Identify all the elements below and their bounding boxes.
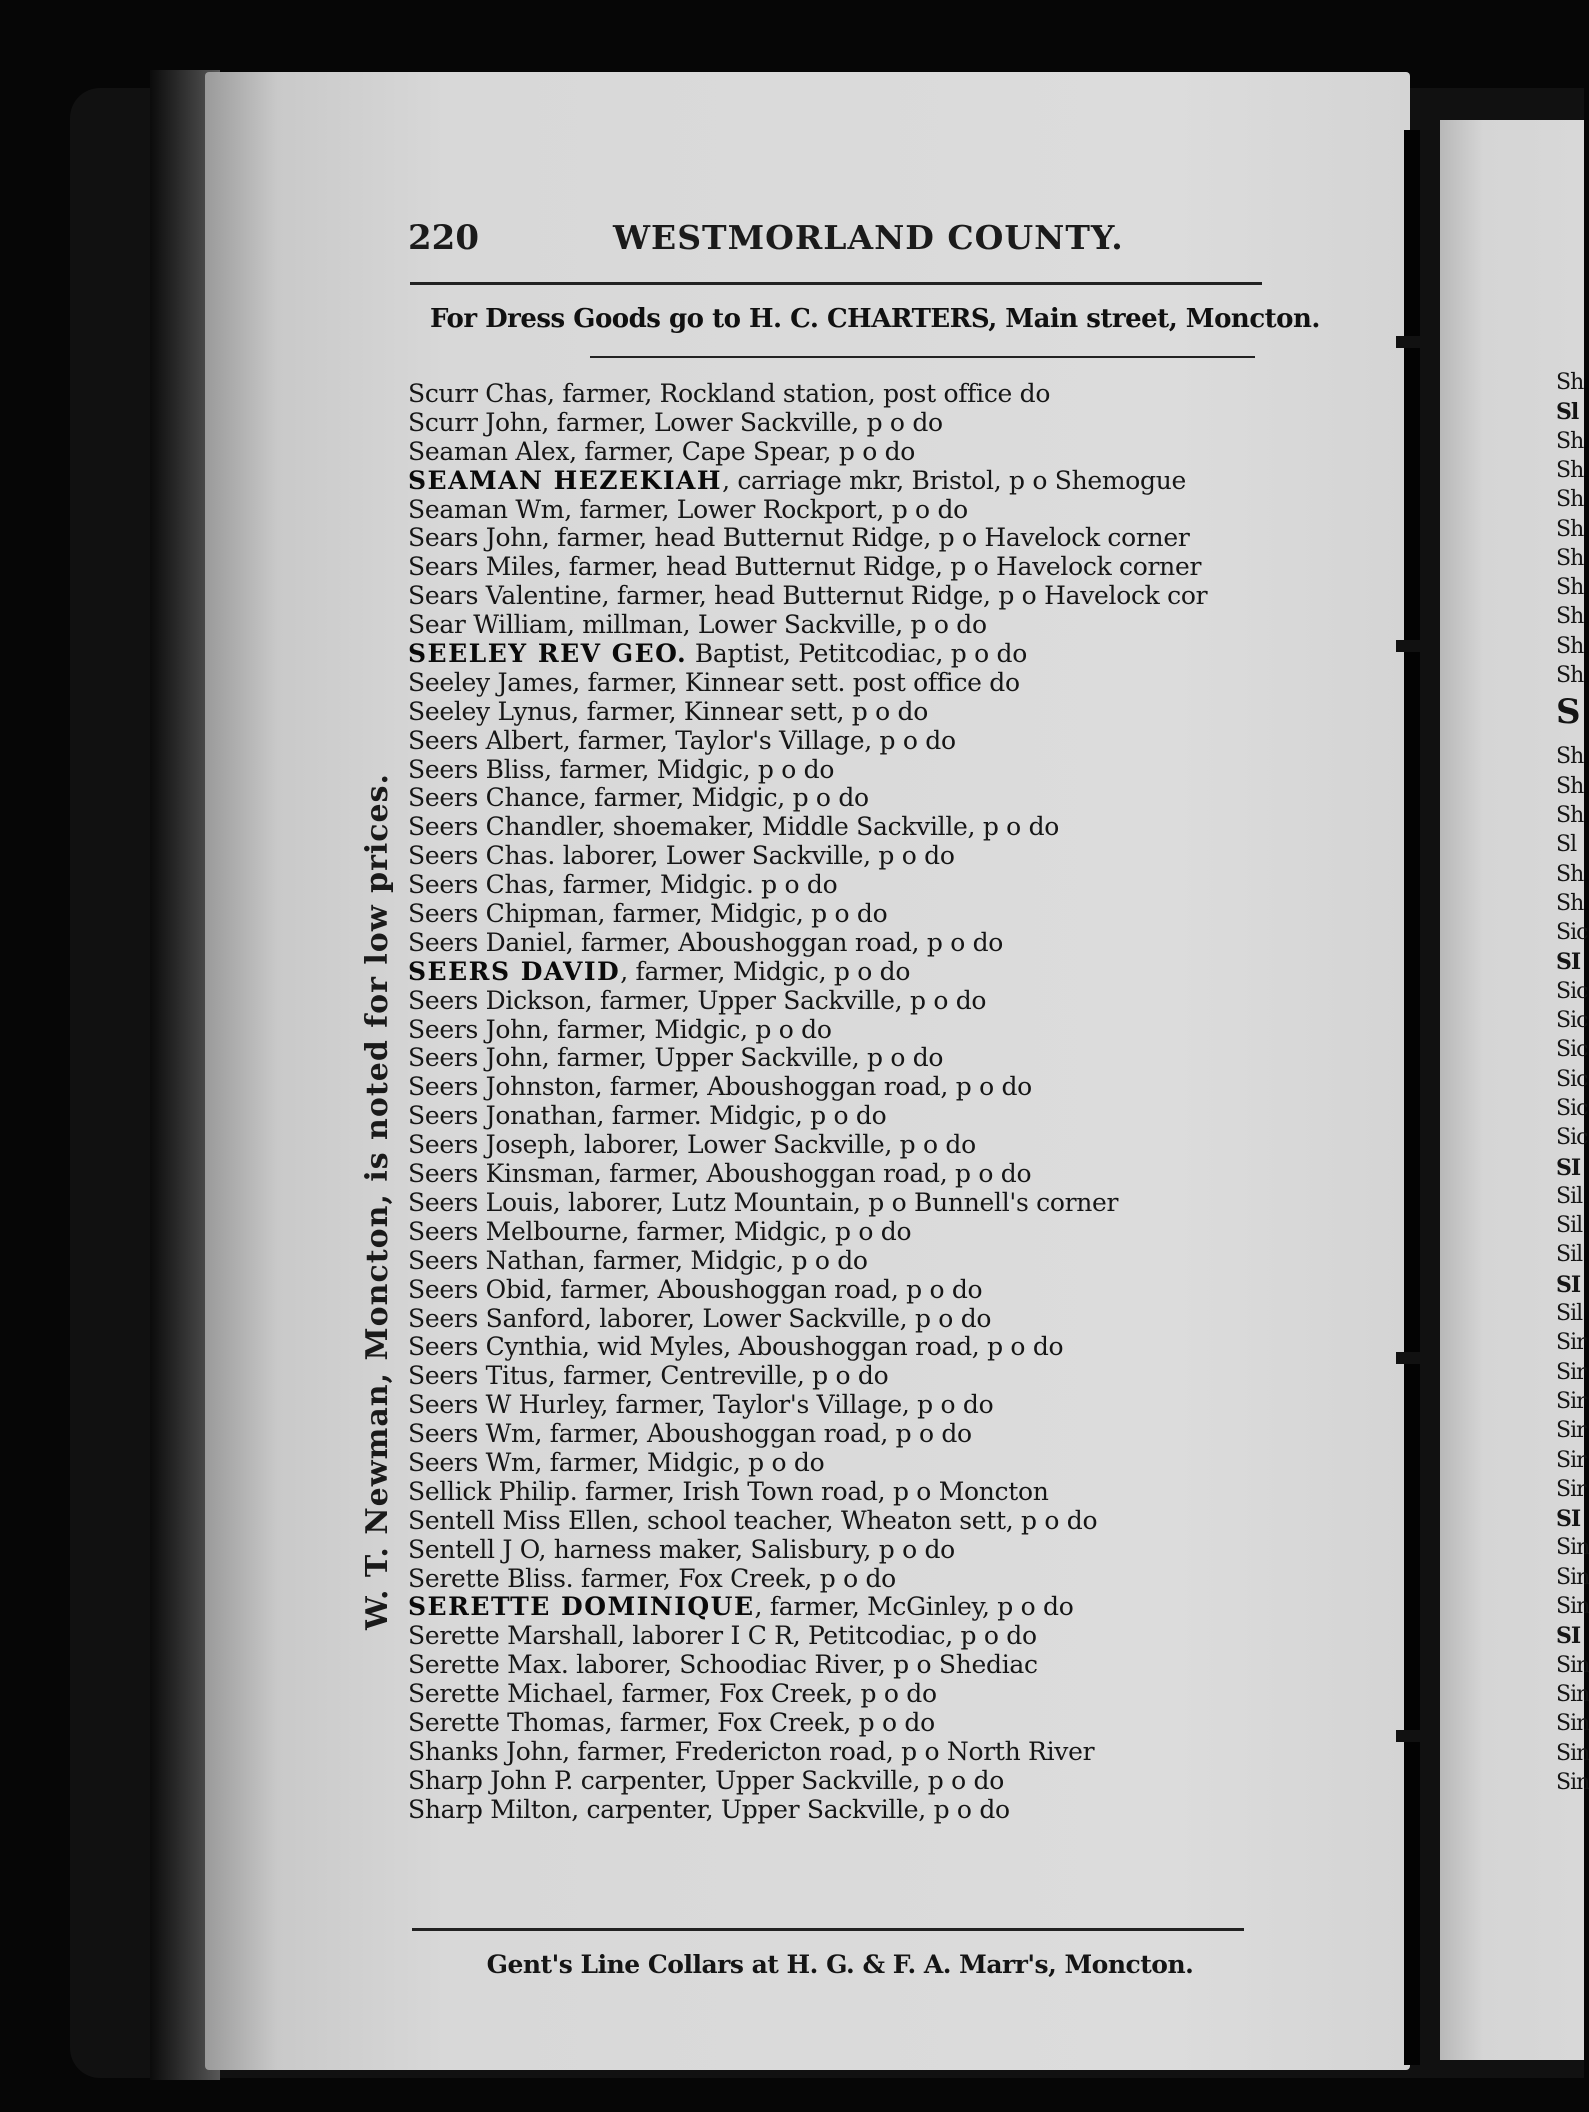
entry-details: , farmer, Lower Rockport, p o do	[564, 494, 968, 524]
entry-details: , farmer, Midgic, p o do	[534, 1447, 825, 1477]
directory-entry	[408, 1593, 1308, 1622]
directory-entry	[408, 1016, 1308, 1045]
entry-details: , farmer, Aboushoggan road, p o do	[534, 1419, 972, 1449]
binding-notch	[1396, 640, 1426, 652]
entry-details: , millman, Lower Sackville, p o do	[566, 610, 987, 640]
entry-name: Seaman Wm	[408, 494, 565, 524]
entry-name: SEAMAN HEZEKIAH	[408, 465, 723, 495]
directory-entry	[408, 1536, 1308, 1565]
facing-page-fragment: Sir	[1556, 1447, 1586, 1473]
entry-name: Seers Louis	[408, 1187, 553, 1217]
directory-entry	[408, 524, 1308, 553]
directory-entry	[408, 784, 1308, 813]
facing-page-fragment: Sh	[1556, 457, 1584, 483]
facing-page-fragment: Sil	[1556, 1213, 1583, 1239]
facing-page-fragment: Sh	[1556, 802, 1584, 828]
entry-details: , laborer, Lutz Mountain, p o Bunnell's corner	[552, 1187, 1119, 1217]
directory-entry	[408, 1276, 1308, 1305]
directory-entry	[408, 380, 1308, 409]
entry-name: Seers Jonathan	[408, 1101, 597, 1131]
header-rule	[410, 282, 1262, 285]
entry-details: , farmer, McGinley, p o do	[754, 1592, 1074, 1622]
facing-page-fragment: Sir	[1556, 1418, 1586, 1444]
facing-page-fragment: Sin	[1556, 1769, 1589, 1795]
directory-entry	[408, 727, 1308, 756]
facing-page-fragment: Sh	[1556, 487, 1584, 513]
directory-entry	[408, 1044, 1308, 1073]
entry-name: Sentell J O	[408, 1534, 539, 1564]
facing-page-fragment: Sin	[1556, 1681, 1589, 1707]
page-number: 220	[408, 218, 479, 258]
facing-page-fragment: Sin	[1556, 1652, 1589, 1678]
entry-name: Seers Bliss	[408, 754, 545, 784]
facing-page-fragment: Sir	[1556, 1359, 1586, 1385]
entry-name: Serette Max	[408, 1650, 561, 1680]
entry-name: SEELEY REV GEO.	[408, 639, 688, 669]
entry-name: Seers Joseph	[408, 1130, 569, 1160]
facing-page-fragment: Sil	[1556, 1301, 1583, 1326]
directory-entry	[408, 1796, 1308, 1825]
directory-entry	[408, 987, 1308, 1016]
bottom-advertisement: Gent's Line Collars at H. G. & F. A. Marr's, Moncton.	[486, 1950, 1194, 1979]
entry-name: Seeley James	[408, 667, 573, 697]
facing-page-fragment: Sir	[1556, 1388, 1586, 1414]
facing-page-fragment: Sic	[1556, 920, 1588, 946]
directory-entry	[408, 1449, 1308, 1478]
entry-details: , farmer, Kinnear sett, p o do	[571, 696, 928, 726]
entry-details: . farmer, Fox Creek, p o do	[565, 1563, 896, 1593]
entry-details: , farmer, Upper Sackville, p o do	[541, 1043, 944, 1073]
facing-page-fragment: Sh	[1556, 428, 1584, 454]
page-header	[408, 218, 1288, 262]
directory-entry	[408, 842, 1308, 871]
entry-details: , farmer, Cape Spear, p o do	[569, 436, 916, 466]
directory-entry	[408, 1333, 1308, 1362]
entry-details: , farmer, Fredericton road, p o North River	[562, 1736, 1095, 1766]
entry-details: , farmer, Aboushoggan road, p o do	[593, 1159, 1032, 1189]
facing-page-fragment: Sir	[1556, 1330, 1586, 1356]
entry-name: SEERS DAVID	[408, 956, 621, 986]
entry-name: Seers Wm	[408, 1447, 535, 1477]
directory-entry	[408, 1305, 1308, 1334]
directory-entry	[408, 640, 1308, 669]
entry-name: Seers Dickson	[408, 985, 585, 1015]
facing-page-fragment: Sic	[1556, 978, 1588, 1004]
entry-details: , laborer I C R, Petitcodiac, p o do	[616, 1621, 1037, 1651]
directory-entry	[408, 1102, 1308, 1131]
entry-details: laborer, Lower Sackville, p o do	[555, 841, 955, 871]
entry-details: , farmer, Upper Sackville, p o do	[584, 985, 987, 1015]
directory-entry	[408, 1073, 1308, 1102]
footer-rule	[412, 1928, 1244, 1931]
entry-details: , farmer, Aboushoggan road, p o do	[565, 927, 1004, 957]
entry-name: Seers Chas	[408, 870, 548, 900]
facing-page-fragment: Sin	[1556, 1594, 1589, 1619]
entry-details: , farmer, Midgic, p o do	[577, 1245, 868, 1275]
directory-entry	[408, 1391, 1308, 1420]
facing-page-fragment: SI	[1556, 1623, 1581, 1650]
directory-entry	[408, 929, 1308, 958]
book-gutter	[1404, 130, 1420, 2065]
entry-details: , wid Myles, Aboushoggan road, p o do	[581, 1332, 1064, 1362]
directory-entries	[408, 380, 1308, 1825]
entry-details: . farmer, Irish Town road, p o Moncton	[569, 1476, 1049, 1506]
entry-name: Seeley Lynus	[408, 696, 572, 726]
entry-details: , farmer, Midgic, p o do	[544, 754, 835, 784]
side-advertisement: W. T. Newman, Moncton, is noted for low prices.	[360, 773, 395, 1630]
facing-page-fragment: Sh	[1556, 663, 1584, 688]
facing-page-fragment: SI	[1556, 949, 1581, 976]
entry-details: , laborer, Lower Sackville, p o do	[568, 1130, 976, 1160]
directory-entry	[408, 900, 1308, 929]
facing-page-fragment: Sh	[1556, 773, 1584, 799]
entry-name: Sellick Philip	[408, 1476, 570, 1506]
entry-name: Seers Johnston	[408, 1072, 595, 1102]
facing-page-fragment: Sic	[1556, 1066, 1588, 1092]
entry-details: , farmer, Taylor's Village, p o do	[562, 725, 956, 755]
entry-name: Seers Nathan	[408, 1245, 578, 1275]
entry-details: , farmer, Midgic. p o do	[547, 870, 838, 900]
binding-notch	[1396, 336, 1426, 348]
facing-page-fragment: Sic	[1556, 1008, 1588, 1033]
directory-entry	[408, 1738, 1308, 1767]
directory-entry	[408, 1767, 1308, 1796]
directory-entry	[408, 611, 1308, 640]
directory-entry	[408, 553, 1308, 582]
entry-details: , farmer, Midgic, p o do	[541, 1014, 832, 1044]
facing-page-fragment: SI	[1556, 1271, 1581, 1298]
entry-name: Serette Thomas	[408, 1707, 605, 1737]
facing-page-fragment: Sh	[1556, 370, 1584, 395]
binding-notch	[1396, 1730, 1426, 1742]
directory-entry	[408, 1131, 1308, 1160]
entry-details: , carriage mkr, Bristol, p o Shemogue	[722, 465, 1187, 495]
entry-name: Serette Bliss	[408, 1563, 566, 1593]
facing-page-fragment: Sic	[1556, 1095, 1588, 1121]
directory-entry	[408, 813, 1308, 842]
directory-entry	[408, 1565, 1308, 1594]
directory-entry	[408, 1218, 1308, 1247]
page-title: WESTMORLAND COUNTY.	[613, 218, 1124, 257]
entry-name: Shanks John	[408, 1736, 563, 1766]
entry-name: SERETTE DOMINIQUE	[408, 1592, 755, 1622]
facing-page-fragment: Sh	[1556, 604, 1584, 630]
entry-details: , farmer, Fox Creek, p o do	[606, 1679, 937, 1709]
facing-page-fragment: Sl	[1556, 832, 1577, 858]
entry-name: Seers Albert	[408, 725, 563, 755]
top-advertisement: For Dress Goods go to H. C. CHARTERS, Main street, Moncton.	[430, 304, 1320, 334]
entry-name: Seers Daniel	[408, 927, 566, 957]
entry-name: Serette Michael	[408, 1679, 607, 1709]
directory-entry	[408, 1362, 1308, 1391]
entry-details: , farmer, Centreville, p o do	[547, 1361, 889, 1391]
entry-name: Scurr John	[408, 407, 542, 437]
entry-name: Seers Chas.	[408, 841, 556, 871]
facing-page-fragment: Sin	[1556, 1564, 1589, 1590]
entry-details: , farmer, Midgic, p o do	[597, 899, 888, 929]
facing-page-fragment: SI	[1556, 1506, 1581, 1533]
directory-entry	[408, 756, 1308, 785]
entry-details: , laborer, Lower Sackville, p o do	[583, 1303, 992, 1333]
facing-page-fragment: Sh	[1556, 890, 1584, 916]
entry-details: , farmer, Rockland station, post office do	[547, 379, 1051, 408]
directory-entry	[408, 438, 1308, 467]
facing-page-fragment: Sin	[1556, 1535, 1589, 1561]
entry-name: Sharp John P.	[408, 1765, 574, 1795]
facing-page-fragment: Sh	[1556, 545, 1584, 571]
entry-details: , farmer, head Butternut Ridge, p o Havelock corner	[541, 523, 1190, 553]
entry-name: Sentell Miss Ellen	[408, 1505, 632, 1535]
facing-page-fragment: Sl	[1556, 399, 1579, 426]
directory-entry	[408, 582, 1308, 611]
facing-page-fragment: Sh	[1556, 744, 1584, 770]
directory-entry	[408, 409, 1308, 438]
entry-details: , school teacher, Wheaton sett, p o do	[631, 1505, 1098, 1535]
entry-name: Serette Marshall	[408, 1621, 617, 1651]
facing-page-fragment: Sin	[1556, 1711, 1589, 1737]
directory-entry	[408, 1478, 1308, 1507]
entry-details: carpenter, Upper Sackville, p o do	[573, 1765, 1004, 1795]
entry-name: Sears Valentine	[408, 581, 602, 611]
entry-name: Sears Miles	[408, 552, 554, 582]
directory-entry	[408, 1420, 1308, 1449]
facing-page-fragment: Sh	[1556, 575, 1584, 601]
entry-name: Seers Chance	[408, 783, 579, 813]
facing-page-fragment: Sh	[1556, 633, 1584, 659]
entry-details: , farmer. Midgic, p o do	[596, 1101, 887, 1131]
binding-notch	[1396, 1352, 1426, 1364]
entry-name: Seers John	[408, 1014, 542, 1044]
entry-details: , shoemaker, Middle Sackville, p o do	[597, 812, 1060, 842]
entry-name: Seers Obid	[408, 1274, 545, 1304]
side-advertisement-container	[360, 580, 400, 1630]
facing-page-fragment: S	[1556, 692, 1580, 733]
directory-entry	[408, 1680, 1308, 1709]
entry-name: Sharp Milton	[408, 1794, 572, 1824]
entry-name: Seers Sanford	[408, 1303, 584, 1333]
directory-entry	[408, 1622, 1308, 1651]
entry-details: Baptist, Petitcodiac, p o do	[687, 639, 1027, 669]
directory-entry	[408, 958, 1308, 987]
entry-details: , farmer, head Butternut Ridge, p o Havelock cor	[601, 581, 1208, 611]
entry-name: Seers Chipman	[408, 899, 598, 929]
entry-details: , farmer, Aboushoggan road, p o do	[594, 1072, 1032, 1102]
entry-name: Seers Titus	[408, 1361, 548, 1391]
directory-entry	[408, 1507, 1308, 1536]
facing-page-fragment: Sh	[1556, 861, 1584, 887]
facing-page-fragment: Sin	[1556, 1740, 1589, 1766]
facing-page-fragment: Sic	[1556, 1125, 1588, 1151]
entry-name: Seers John	[408, 1043, 542, 1073]
facing-page-fragment: Sir	[1556, 1476, 1586, 1502]
directory-entry	[408, 496, 1308, 525]
ad-rule	[590, 356, 1255, 358]
entry-details: , harness maker, Salisbury, p o do	[538, 1534, 955, 1564]
directory-entry	[408, 1651, 1308, 1680]
entry-name: Seaman Alex	[408, 436, 570, 466]
facing-page-fragment: Sil	[1556, 1242, 1583, 1268]
entry-details: , carpenter, Upper Sackville, p o do	[571, 1794, 1010, 1824]
entry-details: , farmer, Midgic, p o do	[578, 783, 869, 813]
facing-page-fragment: SI	[1556, 1154, 1581, 1181]
entry-details: , farmer, head Butternut Ridge, p o Havelock corner	[553, 552, 1202, 582]
directory-entry	[408, 871, 1308, 900]
entry-name: Sear William	[408, 610, 567, 640]
entry-name: Seers Kinsman	[408, 1159, 594, 1189]
entry-name: Seers Wm	[408, 1419, 535, 1449]
entry-details: , farmer, Kinnear sett. post office do	[572, 667, 1020, 697]
directory-entry	[408, 467, 1308, 496]
facing-page-fragment: Sic	[1556, 1037, 1588, 1063]
entry-details: , farmer, Fox Creek, p o do	[604, 1707, 935, 1737]
facing-page-fragment: Sh	[1556, 516, 1584, 542]
entry-details: . laborer, Schoodiac River, p o Shediac	[560, 1650, 1038, 1680]
entry-details: , farmer, Taylor's Village, p o do	[600, 1390, 994, 1420]
entry-details: , farmer, Midgic, p o do	[620, 956, 911, 986]
facing-page	[1440, 120, 1589, 2060]
directory-entry	[408, 1709, 1308, 1738]
entry-details: , farmer, Lower Sackville, p o do	[541, 407, 943, 437]
entry-name: Seers Melbourne	[408, 1216, 622, 1246]
entry-details: , farmer, Midgic, p o do	[621, 1216, 912, 1246]
facing-page-fragment: Sil	[1556, 1183, 1583, 1209]
entry-name: Sears John	[408, 523, 542, 553]
directory-entry	[408, 1189, 1308, 1218]
directory-entry	[408, 669, 1308, 698]
directory-entry	[408, 1160, 1308, 1189]
entry-name: Seers Chandler	[408, 812, 598, 842]
directory-entry	[408, 698, 1308, 727]
entry-name: Seers Cynthia	[408, 1332, 582, 1362]
entry-details: , farmer, Aboushoggan road, p o do	[544, 1274, 983, 1304]
entry-name: Scurr Chas	[408, 379, 548, 408]
directory-entry	[408, 1247, 1308, 1276]
entry-name: Seers W Hurley	[408, 1390, 601, 1420]
